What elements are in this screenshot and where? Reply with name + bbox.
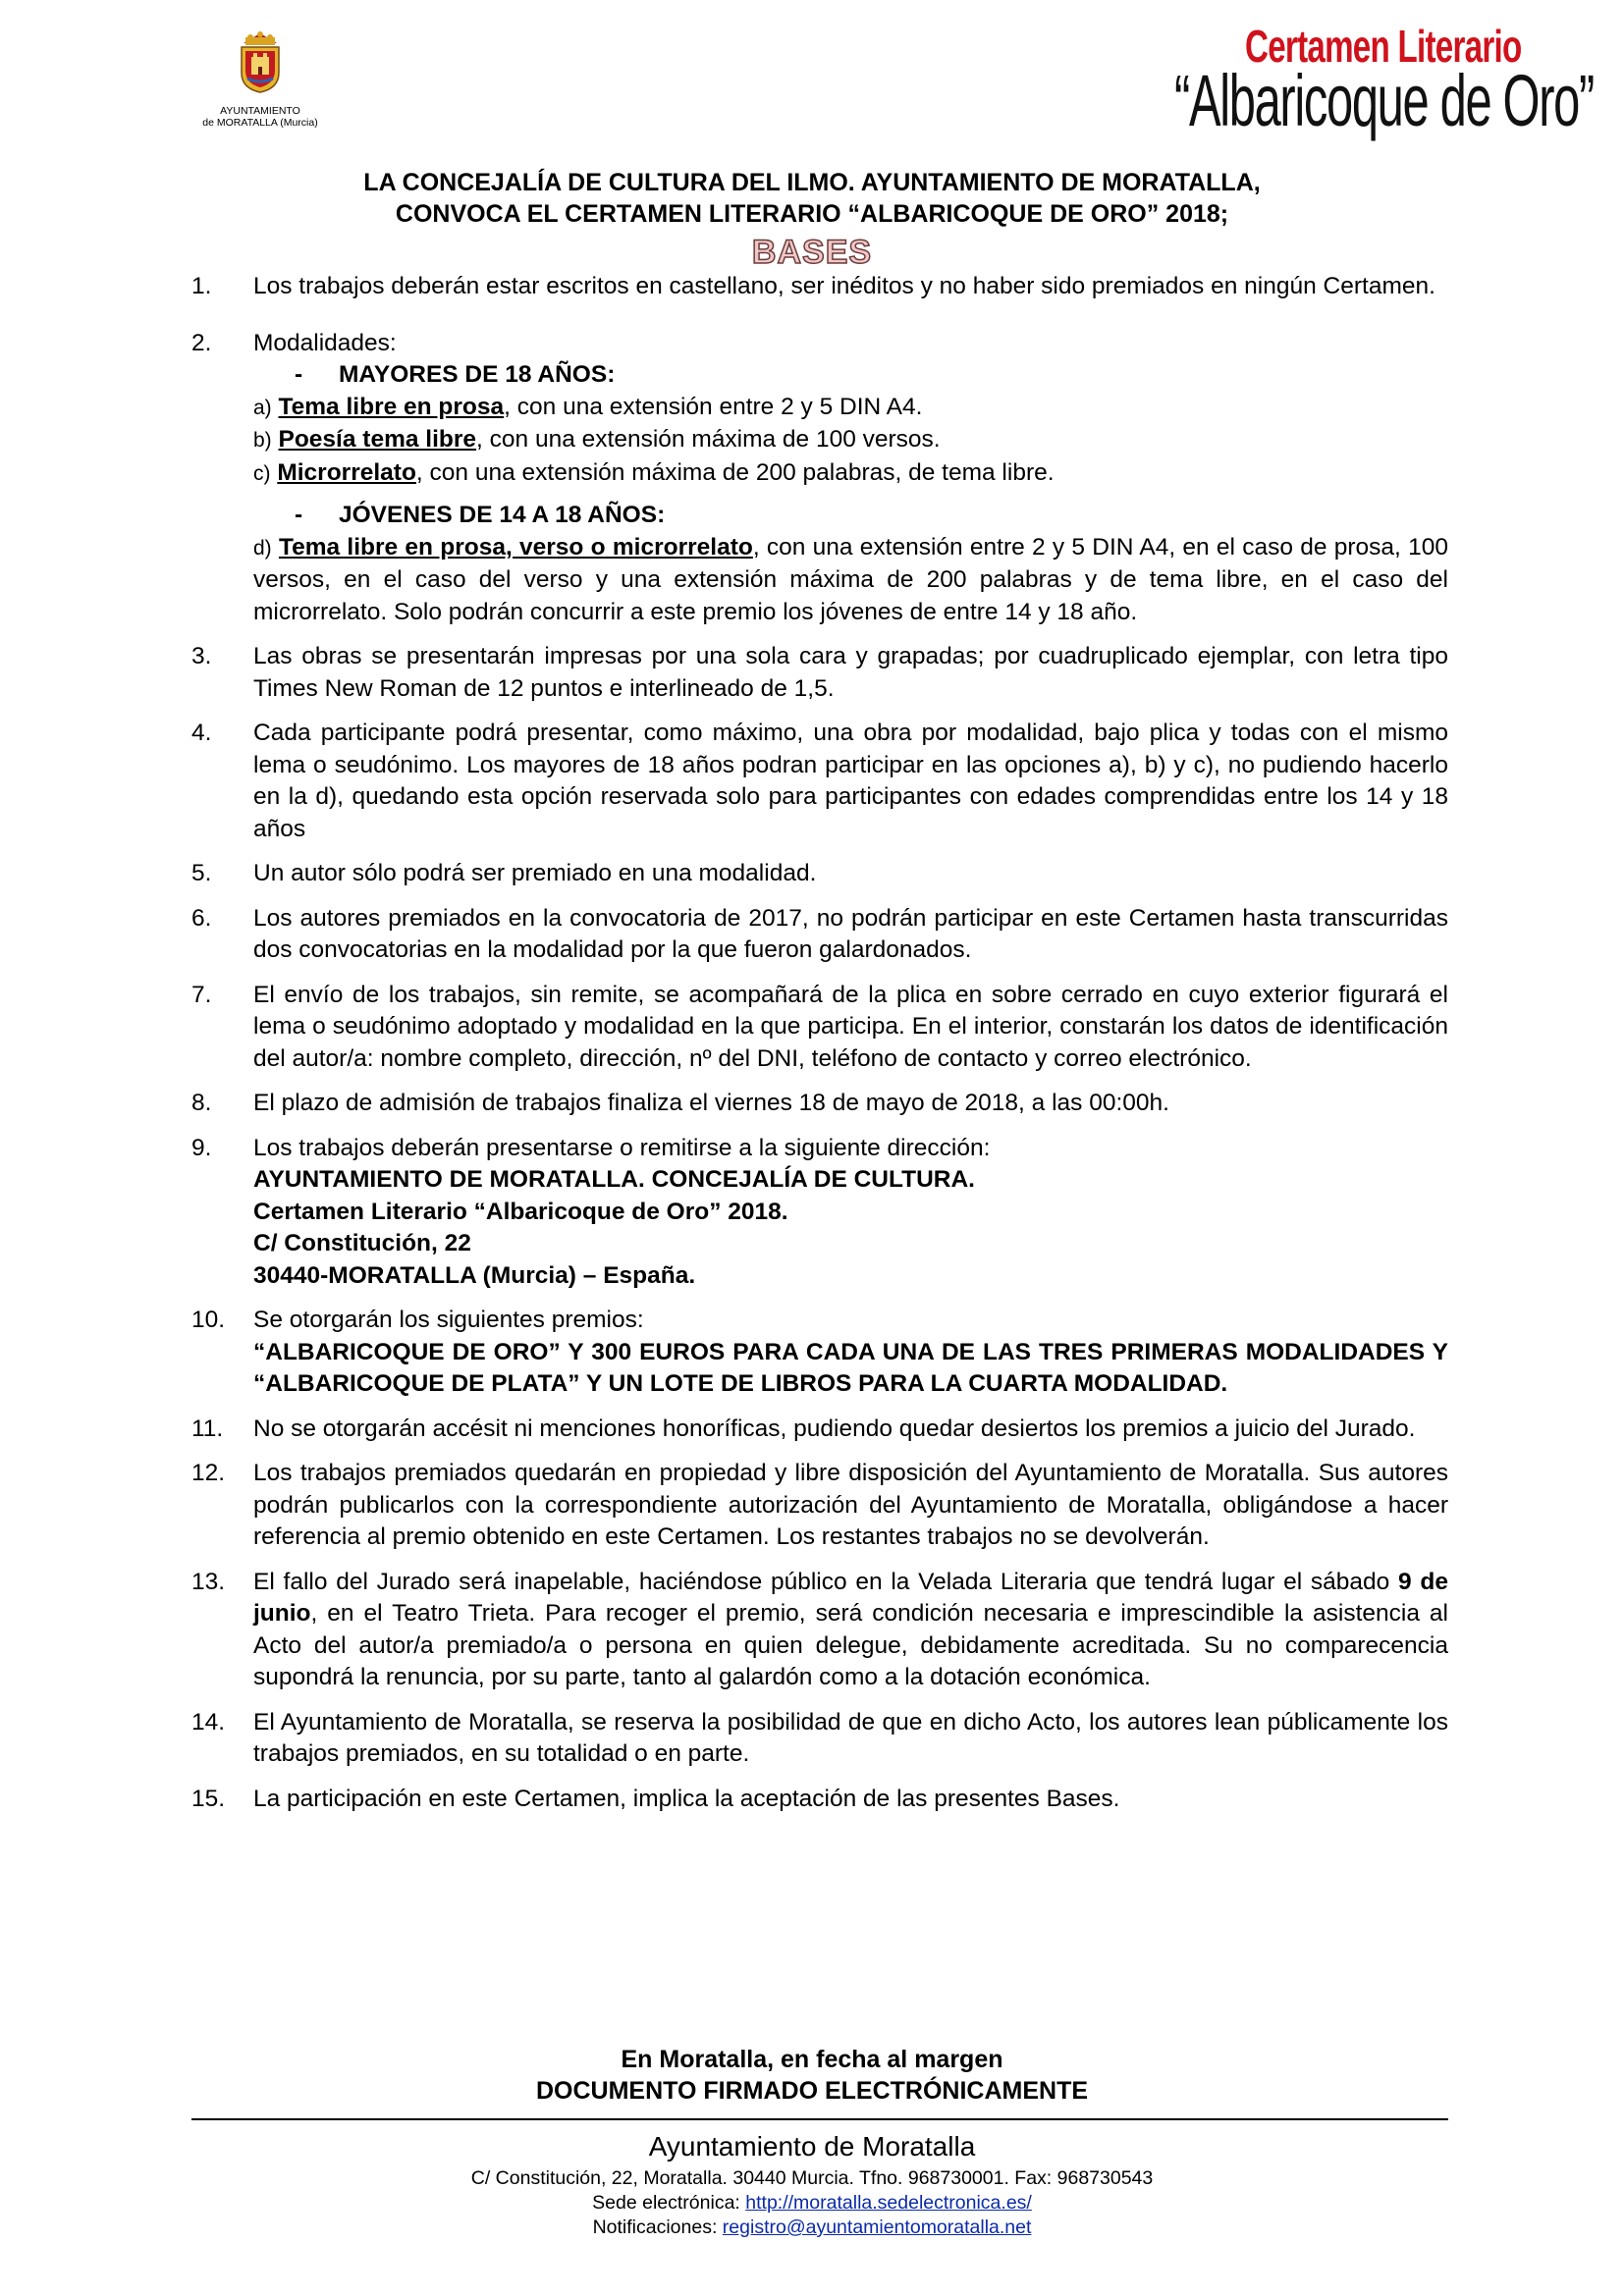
- sede-label: Sede electrónica:: [592, 2192, 746, 2214]
- document-title-line2: CONVOCA EL CERTAMEN LITERARIO “ALBARICOQUE DE ORO” 2018;: [395, 200, 1229, 228]
- group-label: MAYORES DE 18 AÑOS:: [339, 361, 616, 388]
- list-item-11: [191, 1414, 1448, 1446]
- item-number: 7.: [191, 981, 212, 1008]
- item-number: 10.: [191, 1307, 226, 1333]
- item-text: El plazo de admisión de trabajos finaliza el viernes 18 de mayo de 2018, a las 00:00h.: [253, 1090, 1169, 1116]
- crest-caption-line2: de MORATALLA (Murcia): [202, 117, 318, 129]
- footer-notificaciones: [0, 2216, 1624, 2240]
- list-item-14: [191, 1707, 1448, 1771]
- bases-heading: BASES: [751, 234, 873, 271]
- modality-a: a) Tema libre en prosa, con una extensión entre 2 y 5 DIN A4.: [253, 393, 923, 420]
- item-text: Se otorgarán los siguientes premios:: [253, 1307, 644, 1333]
- modality-group-youth: - JÓVENES DE 14 A 18 AÑOS:: [295, 502, 666, 528]
- signature-electronic: DOCUMENTO FIRMADO ELECTRÓNICAMENTE: [535, 2077, 1089, 2105]
- item-text: Los autores premiados en la convocatoria de 2017, no podrán participar en este Certamen hasta transcurridas dos convocatorias en la modalidad por la que fueron galardonados.: [253, 904, 1448, 963]
- item-number: 4.: [191, 720, 212, 746]
- sede-link[interactable]: http://moratalla.sedelectronica.es/: [745, 2192, 1032, 2214]
- modality-title: Microrrelato: [277, 458, 416, 486]
- group-label: JÓVENES DE 14 A 18 AÑOS:: [339, 502, 666, 528]
- item-number: 3.: [191, 643, 212, 669]
- modality-group-adults: - MAYORES DE 18 AÑOS:: [295, 361, 616, 388]
- address-line1: AYUNTAMIENTO DE MORATALLA. CONCEJALÍA DE CULTURA.: [253, 1166, 975, 1193]
- footer-org-name: Ayuntamiento de Moratalla: [648, 2131, 976, 2162]
- modality-title: Tema libre en prosa, verso o microrrelato: [278, 533, 753, 561]
- item-text: Los trabajos deberán presentarse o remitirse a la siguiente dirección:: [253, 1134, 991, 1161]
- item-text: Las obras se presentarán impresas por una sola cara y grapadas; por cuadruplicado ejemplar, con letra tipo Times New Roman de 12 puntos e interlineado de 1,5.: [253, 643, 1448, 702]
- bases-list: [191, 271, 1448, 1815]
- prize-text: “ALBARICOQUE DE ORO” Y 300 EUROS PARA CADA UNA DE LAS TRES PRIMERAS MODALIDADES Y “ALBARICOQUE DE PLATA” Y UN LOTE DE LIBROS PARA LA CUARTA MODALIDAD.: [253, 1338, 1448, 1397]
- item-number: 15.: [191, 1785, 226, 1812]
- notif-label: Notificaciones:: [592, 2216, 723, 2238]
- document-title-line1: LA CONCEJALÍA DE CULTURA DEL ILMO. AYUNTAMIENTO DE MORATALLA,: [363, 169, 1261, 196]
- list-item-1: [191, 271, 1448, 303]
- item-number: 6.: [191, 904, 212, 932]
- item-number: 12.: [191, 1460, 226, 1486]
- municipal-crest-logo: [187, 29, 334, 129]
- list-item-9: [191, 1133, 1448, 1293]
- list-item-2: [191, 328, 1448, 360]
- list-item-8: [191, 1088, 1448, 1120]
- item-text: Un autor sólo podrá ser premiado en una modalidad.: [253, 860, 817, 886]
- item-text: Modalidades:: [253, 329, 397, 356]
- notif-email-link[interactable]: registro@ayuntamientomoratalla.net: [722, 2216, 1032, 2238]
- list-item-3: [191, 641, 1448, 705]
- certamen-brand-logo: [1159, 20, 1594, 147]
- modality-c: c) Microrrelato, con una extensión máxima de 200 palabras, de tema libre.: [253, 458, 1055, 486]
- brand-bottom-text: “Albaricoque de Oro”: [1174, 60, 1594, 141]
- list-item-10: [191, 1305, 1448, 1401]
- list-item-4: [191, 718, 1448, 845]
- list-item-7: [191, 980, 1448, 1076]
- modality-title: Poesía tema libre: [278, 426, 477, 453]
- list-item-5: [191, 858, 1448, 890]
- modality-title: Tema libre en prosa: [278, 393, 505, 420]
- address-line2: Certamen Literario “Albaricoque de Oro” 2018.: [253, 1198, 788, 1225]
- address-line4: 30440-MORATALLA (Murcia) – España.: [253, 1261, 696, 1289]
- modality-b: b) Poesía tema libre, con una extensión máxima de 100 versos.: [253, 426, 941, 453]
- brand-top-text: Certamen Literario: [1245, 21, 1522, 72]
- item-number: 1.: [191, 273, 212, 299]
- event-date: 9 de junio: [253, 1568, 1449, 1627]
- address-line3: C/ Constitución, 22: [253, 1230, 471, 1256]
- item-text: Los trabajos deberán estar escritos en castellano, ser inéditos y no haber sido premiados en ningún Certamen.: [253, 273, 1435, 299]
- signature-place-date: En Moratalla, en fecha al margen: [621, 2046, 1003, 2073]
- modality-d: d) Tema libre en prosa, verso o microrrelato, con una extensión entre 2 y 5 DIN A4, en el caso de prosa, 100 versos, en el caso del verso y una extensión máxima de 200 palabras y de tema libre, en el caso del microrrelato. Solo podrán concurrir a este premio los jóvenes de entre 14 y 18 año.: [253, 533, 1448, 625]
- list-item-6: [191, 903, 1448, 967]
- item-number: 14.: [191, 1708, 226, 1735]
- footer-sede: [0, 2191, 1624, 2216]
- item-text: El Ayuntamiento de Moratalla, se reserva la posibilidad de que en dicho Acto, los autores lean públicamente los trabajos premiados, en su totalidad o en parte.: [253, 1708, 1448, 1767]
- item-number: 13.: [191, 1568, 226, 1595]
- item-number: 2.: [191, 329, 212, 356]
- footer-divider: [191, 2118, 1448, 2120]
- item-text: El envío de los trabajos, sin remite, se acompañará de la plica en sobre cerrado en cuyo exterior figurará el lema o seudónimo adoptado y modalidad en la que participa. En el interior, constarán los datos de identificación del autor/a: nombre completo, dirección, nº del DNI, teléfono de contacto y correo electrónico.: [253, 981, 1448, 1072]
- item-text: La participación en este Certamen, implica la aceptación de las presentes Bases.: [253, 1785, 1120, 1812]
- crest-icon: [234, 29, 287, 94]
- list-item-12: [191, 1458, 1448, 1554]
- item-number: 8.: [191, 1090, 212, 1116]
- footer-address: C/ Constitución, 22, Moratalla. 30440 Murcia. Tfno. 968730001. Fax: 968730543: [470, 2167, 1154, 2189]
- item-text: No se otorgarán accésit ni menciones honoríficas, pudiendo quedar desiertos los premios a juicio del Jurado.: [253, 1415, 1416, 1442]
- item-text: El fallo del Jurado será inapelable, haciéndose público en la Velada Literaria que tendrá lugar el sábado: [253, 1568, 1399, 1595]
- item-text: Cada participante podrá presentar, como máximo, una obra por modalidad, bajo plica y todas con el mismo lema o seudónimo. Los mayores de 18 años podran participar en las opciones a), b) y c), no pudiendo hacerlo en la d), quedando esta opción reservada solo para participantes con edades comprendidas entre los 14 y 18 años: [253, 720, 1448, 842]
- list-item-13: 13. El fallo del Jurado será inapelable, haciéndose público en la Velada Literaria que tendrá lugar el sábado 9 de junio, en el Teatro Trieta. Para recoger el premio, será condición necesaria e imprescindible la asistencia al Acto del autor/a premiado/a o persona en quien delegue, debidamente acreditada. Su no comparecencia supondrá la renuncia, por su parte, tanto al galardón como a la dotación económica.: [191, 1568, 1449, 1690]
- item-number: 9.: [191, 1134, 212, 1161]
- item-number: 5.: [191, 860, 212, 886]
- list-item-15: [191, 1784, 1448, 1816]
- item-text: Los trabajos premiados quedarán en propiedad y libre disposición del Ayuntamiento de Moratalla. Sus autores podrán publicarlos con la correspondiente autorización del Ayuntamiento de Moratalla, obligándose a hacer referencia al premio obtenido en este Certamen. Los restantes trabajos no se devolverán.: [253, 1460, 1448, 1550]
- item-number: 11.: [191, 1415, 224, 1442]
- crest-caption-line1: AYUNTAMIENTO: [220, 105, 300, 117]
